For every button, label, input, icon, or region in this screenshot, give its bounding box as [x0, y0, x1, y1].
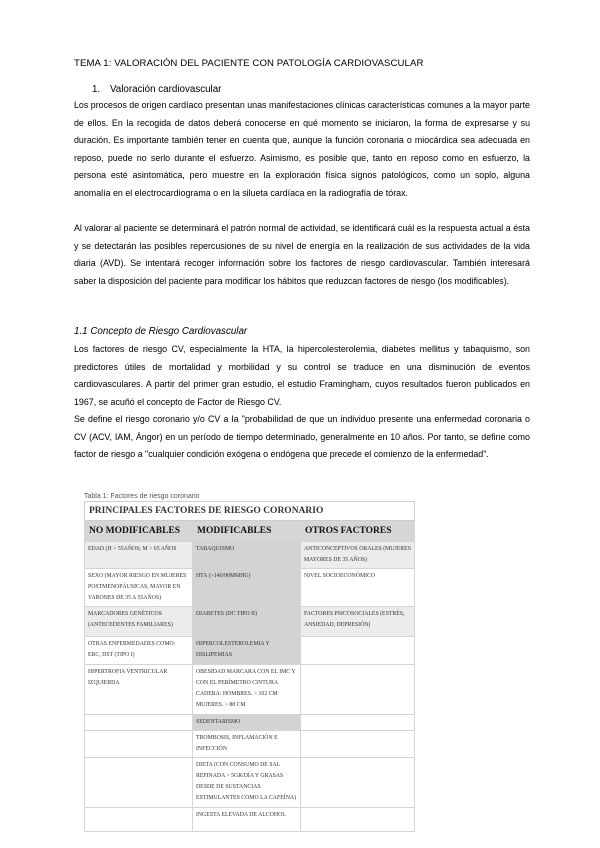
table-header-row — [85, 521, 415, 542]
table-row — [85, 715, 415, 731]
table-row — [85, 665, 415, 715]
table-cell: MARCADORES GENÉTICOS (ANTECEDENTES FAMILIARES) — [85, 607, 193, 637]
table-cell: EDAD (H > 55AÑOS; M > 65 AÑOS — [85, 542, 193, 569]
table-cell — [85, 715, 193, 731]
table-row — [85, 758, 415, 808]
section-heading-valoracion — [92, 84, 221, 95]
table-cell — [85, 731, 193, 758]
table-cell: SEXO (MAYOR RIESGO EN MUJERES POSTMENOPÁUSICAS, MAYOR EN VARONES DE 35 A 55AÑOS) — [85, 569, 193, 607]
paragraph-factores: Los factores de riesgo CV, especialmente la HTA, la hipercolesterolemia, diabetes mellitus y tabaquismo, son predictores útiles de mortalidad y morbilidad y su control se traduce en una disminución de eventos cardiovasculares. A partir del primer gran estudio, el estudio Framingham, cuyos resultados fueron publicados en 1967, se acuñó el concepto de Factor de Riesgo CV. — [74, 344, 530, 407]
table-cell: SEDENTARISMO — [193, 715, 301, 731]
table-cell: HIPERTROFIA VENTRICULAR IZQUIERDA — [85, 665, 193, 715]
section-number: 1. — [92, 84, 101, 95]
table-cell — [301, 637, 415, 665]
table-row — [85, 607, 415, 637]
table-cell — [301, 715, 415, 731]
table-cell: HTA (>140/90MMHG) — [193, 569, 301, 607]
table-caption: Tabla 1: Factores de riesgo coronario — [84, 493, 200, 500]
table-row — [85, 731, 415, 758]
table-row — [85, 808, 415, 832]
table-heading: PRINCIPALES FACTORES DE RIESGO CORONARIO — [85, 502, 415, 521]
table-cell: DIABETES (DC TIPO II) — [193, 607, 301, 637]
table-heading-row — [85, 502, 415, 521]
table-cell — [301, 665, 415, 715]
subsection-heading-riesgo: 1.1 Concepto de Riesgo Cardiovascular — [74, 326, 248, 337]
table-row — [85, 637, 415, 665]
table-cell — [85, 808, 193, 832]
table-cell: TABAQUISMO — [193, 542, 301, 569]
column-header: NO MODIFICABLES — [85, 521, 193, 542]
paragraph-valorar: Al valorar al paciente se determinará el patrón normal de actividad, se identificará cuál es la respuesta actual a ésta y se detectarán las posibles repercusiones de su nivel de energía en la realización de sus actividades de la vida diaria (AVD). Se intentará recoger información sobre los factores de riesgo cardiovascular. También interesará saber la disposición del paciente para modificar los hábitos que reduzcan factores de riesgo (los modificables). — [74, 223, 530, 286]
table-cell: OBESIDAD MARCARA CON EL IMC Y CON EL PERÍMETRO CINTURA CADERA: HOMBRES. > 102 CM MUJERES. > 88 CM — [193, 665, 301, 715]
table-cell — [301, 758, 415, 808]
document-title: TEMA 1: VALORACIÓN DEL PACIENTE CON PATOLOGÍA CARDIOVASCULAR — [74, 58, 424, 69]
column-header: OTROS FACTORES — [301, 521, 415, 542]
table-cell: ANTICONCEPTIVOS ORALES (MUJERES MAYORES DE 35 AÑOS) — [301, 542, 415, 569]
section-title: Valoración cardiovascular — [110, 84, 222, 95]
risk-factors-table — [84, 501, 415, 832]
table-cell — [301, 808, 415, 832]
table-cell: HIPERCOLESTEROLEMIA Y DISLIPEMIAS — [193, 637, 301, 665]
table-row — [85, 569, 415, 607]
table-cell — [301, 731, 415, 758]
table-cell: NIVEL SOCIOECONÓMICO — [301, 569, 415, 607]
table-cell: TROMBOSIS, INFLAMACIÓN E INFECCIÓN — [193, 731, 301, 758]
table-cell: OTRAS ENFERMEDADES COMO: ERC, DST (TIPO I) — [85, 637, 193, 665]
table-cell — [85, 758, 193, 808]
table-cell: DIETA (CON CONSUMO DE SAL REFINADA > 5GR/DÍA Y GRASAS DESDE DE SUSTANCIAS ESTIMULANTES COMO LA CAFEÍNA) — [193, 758, 301, 808]
column-header: MODIFICABLES — [193, 521, 301, 542]
paragraph-definicion: Se define el riesgo coronario y/o CV a la "probabilidad de que un individuo presente una enfermedad coronaria o CV (ACV, IAM, Ángor) en un período de tiempo determinado, generalmente en 10 años. Por tanto, se define como factor de riesgo a "cualquier condición exógena o endógena que precede el comienzo de la enfermedad". — [74, 414, 530, 459]
table-cell: FACTORES PSICOSOCIALES (ESTRÉS, ANSIEDAD, DEPRESIÓN) — [301, 607, 415, 637]
table-row — [85, 542, 415, 569]
paragraph-procesos: Los procesos de origen cardíaco presentan unas manifestaciones clínicas características comunes a la mayor parte de ellos. En la recogida de datos deberá conocerse en qué momento se iniciaron, la forma de expresarse y su duración. Es importante también tener en cuenta que, aunque la función coronaria o miocárdica sea adecuada en reposo, puede no serlo durante el esfuerzo. Asimismo, es posible que, tanto en reposo como en esfuerzo, la persona esté asintomática, pero muestre en la exploración física signos patológicos, como un soplo, alguna anomalía en el electrocardiograma o en la silueta cardíaca en la radiografía de tórax. — [74, 100, 530, 198]
table-cell: INGESTA ELEVADA DE ALCOHOL — [193, 808, 301, 832]
